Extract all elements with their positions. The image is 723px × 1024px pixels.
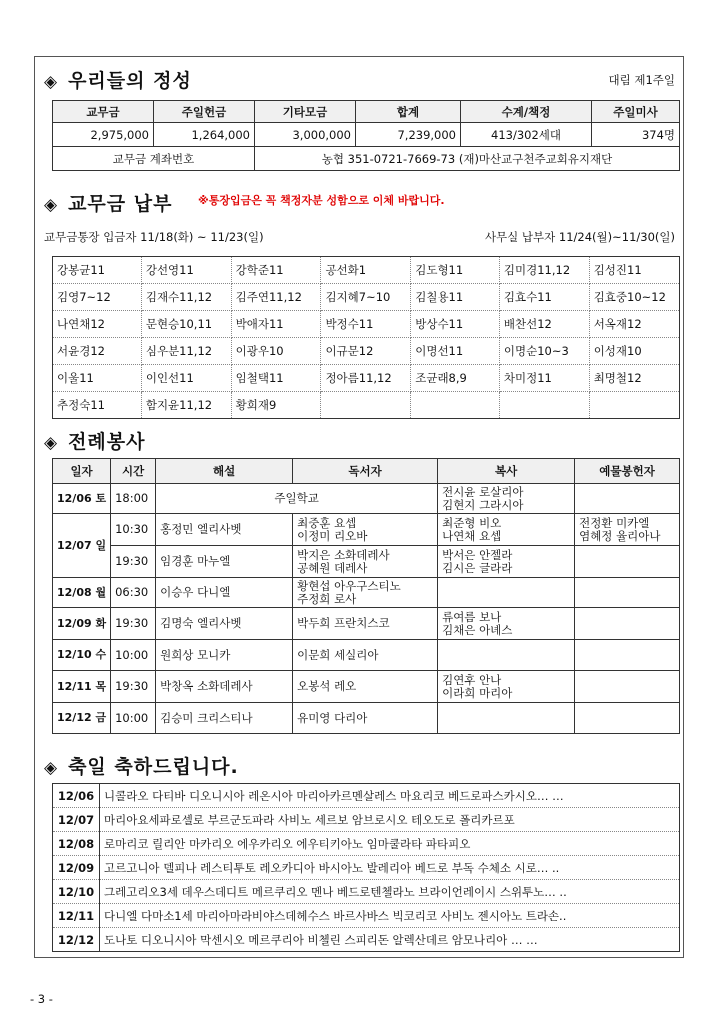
service-offer — [575, 484, 680, 514]
feast-names: 로마리코 릴리안 마카리오 에우카리오 에우티키아노 임마쿨라타 파타피오 — [100, 832, 680, 856]
col-header: 일자 — [53, 459, 111, 484]
col-header: 기타모금 — [255, 101, 356, 123]
service-date: 12/06 토 — [53, 484, 111, 514]
contrib-cell: 방상수11 — [411, 311, 500, 338]
service-commentary: 김명숙 엘리사벳 — [156, 608, 293, 640]
contrib-cell: 김지혜7~10 — [321, 284, 411, 311]
offering-value: 3,000,000 — [255, 123, 356, 147]
diamond-icon: ◈ — [44, 72, 59, 92]
contrib-cell: 나연채12 — [53, 311, 142, 338]
service-altar: 김연후 안나 이라희 마리아 — [438, 671, 575, 703]
contrib-cell: 김성진11 — [589, 257, 679, 284]
contrib-cell: 함지윤11,12 — [141, 392, 231, 419]
contrib-cell: 김칠용11 — [411, 284, 500, 311]
col-header: 복사 — [438, 459, 575, 484]
service-reader: 유미영 다리아 — [293, 703, 438, 734]
service-time: 18:00 — [111, 484, 156, 514]
service-reader: 박지은 소화데레사 공혜원 데레사 — [293, 546, 438, 578]
service-reader: 오봉석 레오 — [293, 671, 438, 703]
contrib-cell: 이규문12 — [321, 338, 411, 365]
contrib-table — [52, 256, 680, 419]
feast-date: 12/10 — [53, 880, 100, 904]
feast-date: 12/12 — [53, 928, 100, 952]
service-offer — [575, 640, 680, 671]
service-date: 12/09 화 — [53, 608, 111, 640]
service-altar — [438, 640, 575, 671]
contrib-cell — [589, 392, 679, 419]
col-header: 시간 — [111, 459, 156, 484]
contrib-cell: 김도형11 — [411, 257, 500, 284]
service-commentary: 이승우 다니엘 — [156, 578, 293, 608]
service-time: 19:30 — [111, 608, 156, 640]
service-altar: 류여름 보나 김채은 아녜스 — [438, 608, 575, 640]
feast-table — [52, 783, 680, 952]
service-table — [52, 458, 680, 734]
service-time: 06:30 — [111, 578, 156, 608]
contrib-cell: 강봉균11 — [53, 257, 142, 284]
offering-value: 7,239,000 — [356, 123, 461, 147]
service-offer — [575, 546, 680, 578]
offering-value: 2,975,000 — [53, 123, 154, 147]
contrib-cell: 차미정11 — [499, 365, 589, 392]
contrib-cell: 김재수11,12 — [141, 284, 231, 311]
feast-names: 도나토 디오니시아 막센시오 메르쿠리아 비첼린 스피리돈 알렉산데르 암모나리아 … … — [100, 928, 680, 952]
feast-names: 그레고리오3세 데우스데디트 메르쿠리오 멘나 베드로텐첼라노 브라이언레이시 스위투노… .. — [100, 880, 680, 904]
service-altar: 전시윤 로살리아 김현지 그라시아 — [438, 484, 575, 514]
bank-period: 교무금통장 입금자 11/18(화) ~ 11/23(일) — [44, 230, 264, 244]
service-offer — [575, 703, 680, 734]
service-commentary: 임경훈 마누엘 — [156, 546, 293, 578]
contrib-cell: 김미경11,12 — [499, 257, 589, 284]
account-label: 교무금 계좌번호 — [53, 147, 255, 171]
contrib-cell: 강학준11 — [231, 257, 321, 284]
service-altar: 최준형 비오 나연채 요셉 — [438, 514, 575, 546]
contrib-cell: 최명철12 — [589, 365, 679, 392]
service-time: 10:00 — [111, 640, 156, 671]
service-offer — [575, 578, 680, 608]
contrib-cell: 정아름11,12 — [321, 365, 411, 392]
feast-date: 12/07 — [53, 808, 100, 832]
contrib-title: ◈ 교무금 납부 — [44, 193, 173, 215]
contrib-cell: 추정숙11 — [53, 392, 142, 419]
contrib-cell: 김주연11,12 — [231, 284, 321, 311]
contrib-cell: 박정수11 — [321, 311, 411, 338]
contrib-cell: 김효중10~12 — [589, 284, 679, 311]
contrib-cell — [499, 392, 589, 419]
contrib-cell: 문현승10,11 — [141, 311, 231, 338]
diamond-icon: ◈ — [44, 758, 59, 778]
contrib-cell — [321, 392, 411, 419]
contrib-cell: 공선화1 — [321, 257, 411, 284]
contrib-cell: 심우분11,12 — [141, 338, 231, 365]
service-commentary: 박창옥 소화데레사 — [156, 671, 293, 703]
service-title: ◈ 전례봉사 — [44, 431, 146, 453]
contrib-cell: 배찬선12 — [499, 311, 589, 338]
service-altar — [438, 578, 575, 608]
col-header: 합계 — [356, 101, 461, 123]
feast-date: 12/08 — [53, 832, 100, 856]
service-reader: 최중훈 요셉 이정미 리오바 — [293, 514, 438, 546]
feast-names: 고르고니아 델피나 레스티투토 레오카디아 바시아노 발레리아 베드로 부독 수체소 시로… .. — [100, 856, 680, 880]
account-value: 농협 351-0721-7669-73 (재)마산교구천주교회유지재단 — [255, 147, 680, 171]
col-header: 주일미사 — [592, 101, 680, 123]
diamond-icon: ◈ — [44, 195, 59, 215]
service-time: 19:30 — [111, 671, 156, 703]
contrib-cell: 조균래8,9 — [411, 365, 500, 392]
service-offer: 전정환 미카엘 염혜정 율리아나 — [575, 514, 680, 546]
service-time: 10:00 — [111, 703, 156, 734]
offering-value: 1,264,000 — [154, 123, 255, 147]
col-header: 해설 — [156, 459, 293, 484]
offering-table — [52, 100, 680, 171]
feast-names: 니콜라오 다티바 디오니시아 레온시아 마리아카르멘살레스 마요리코 베드로파스카시오… … — [100, 784, 680, 808]
contrib-cell: 이인선11 — [141, 365, 231, 392]
offering-title: ◈ 우리들의 정성 — [44, 70, 192, 92]
service-altar: 박서은 안젤라 김시은 글라라 — [438, 546, 575, 578]
feast-names: 다니엘 다마소1세 마리아마라비야스데헤수스 바르사바스 빅코리코 사비노 젠시아노 트라손.. — [100, 904, 680, 928]
feast-title: ◈ 축일 축하드립니다. — [44, 756, 239, 778]
service-date: 12/12 금 — [53, 703, 111, 734]
service-commentary: 주일학교 — [156, 484, 438, 514]
offering-period: 대림 제1주일 — [608, 73, 675, 87]
contrib-cell: 박애자11 — [231, 311, 321, 338]
service-date: 12/11 목 — [53, 671, 111, 703]
page-number: - 3 - — [30, 992, 53, 1006]
feast-date: 12/06 — [53, 784, 100, 808]
service-time: 10:30 — [111, 514, 156, 546]
contrib-cell: 황희재9 — [231, 392, 321, 419]
contrib-cell: 이광우10 — [231, 338, 321, 365]
contrib-cell: 서옥재12 — [589, 311, 679, 338]
contrib-cell: 이명선11 — [411, 338, 500, 365]
contrib-cell: 서윤경12 — [53, 338, 142, 365]
service-date: 12/10 수 — [53, 640, 111, 671]
service-time: 19:30 — [111, 546, 156, 578]
feast-date: 12/09 — [53, 856, 100, 880]
contrib-cell: 이울11 — [53, 365, 142, 392]
offering-value: 374명 — [592, 123, 680, 147]
service-commentary: 김승미 크리스티나 — [156, 703, 293, 734]
office-period: 사무실 납부자 11/24(월)~11/30(일) — [484, 230, 675, 244]
contrib-cell: 이성재10 — [589, 338, 679, 365]
diamond-icon: ◈ — [44, 433, 59, 453]
col-header: 예물봉헌자 — [575, 459, 680, 484]
service-offer — [575, 671, 680, 703]
contrib-cell — [411, 392, 500, 419]
service-reader: 박두희 프란치스코 — [293, 608, 438, 640]
service-reader: 이문희 세실리아 — [293, 640, 438, 671]
col-header: 주일헌금 — [154, 101, 255, 123]
service-date: 12/08 월 — [53, 578, 111, 608]
service-altar — [438, 703, 575, 734]
contrib-cell: 이명순10~3 — [499, 338, 589, 365]
service-commentary: 홍정민 엘리사벳 — [156, 514, 293, 546]
col-header: 독서자 — [293, 459, 438, 484]
service-commentary: 원희상 모니카 — [156, 640, 293, 671]
service-date: 12/07 일 — [53, 514, 111, 578]
contrib-cell: 임철택11 — [231, 365, 321, 392]
contrib-cell: 강선영11 — [141, 257, 231, 284]
contrib-cell: 김영7~12 — [53, 284, 142, 311]
offering-value: 413/302세대 — [461, 123, 592, 147]
col-header: 교무금 — [53, 101, 154, 123]
feast-names: 마리아요세파로셀로 부르군도파라 사비노 세르보 암브로시오 테오도로 폴리카르포 — [100, 808, 680, 832]
contrib-note: ※통장입금은 꼭 책정자분 성함으로 이체 바랍니다. — [198, 194, 445, 207]
contrib-cell: 김효수11 — [499, 284, 589, 311]
service-offer — [575, 608, 680, 640]
service-reader: 황현섭 아우구스티노 주정희 로사 — [293, 578, 438, 608]
feast-date: 12/11 — [53, 904, 100, 928]
col-header: 수계/책정 — [461, 101, 592, 123]
